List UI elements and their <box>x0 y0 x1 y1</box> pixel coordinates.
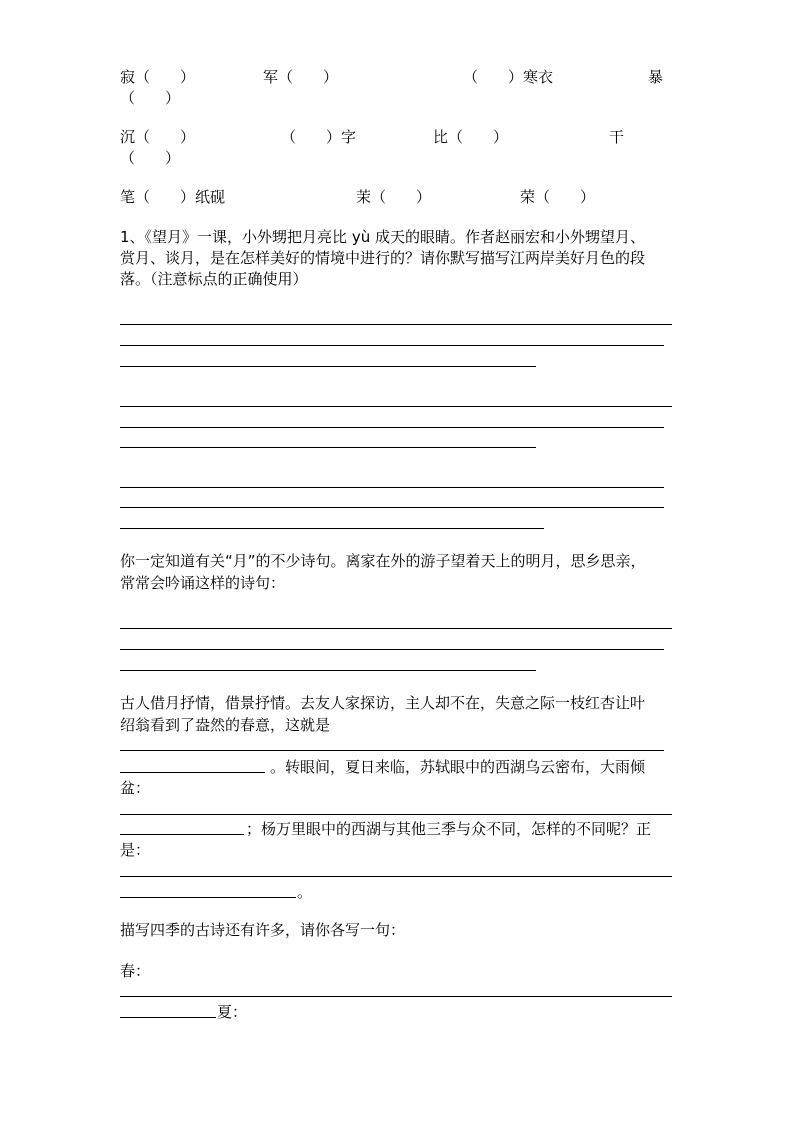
q3-text-line1: 古人借月抒情，借景抒情。去友人家探访，主人却不在，失意之际一枝红杏让叶 <box>120 694 646 712</box>
answer-line[interactable] <box>120 814 672 815</box>
q4-spring-label: 春： <box>120 962 151 980</box>
char-item-gan: 干 <box>609 128 625 146</box>
answer-line[interactable] <box>120 324 672 325</box>
q3-text-line6: 是： <box>120 841 151 859</box>
answer-line[interactable] <box>120 366 536 367</box>
char-item-jun: 军（ ） <box>263 68 339 86</box>
char-item-zi: （ ）字 <box>281 128 357 146</box>
char-item-ji: 寂（ ） <box>120 68 196 86</box>
q1-text-line2: 赏月、谈月，是在怎样美好的情境中进行的？请你默写描写江两岸美好月色的段 <box>120 249 646 267</box>
answer-line[interactable] <box>120 649 664 650</box>
q1-text-line1: 1、《望月》一课，小外甥把月亮比 yù 成天的眼睛。作者赵丽宏和小外甥望月、 <box>120 228 645 246</box>
answer-line[interactable] <box>120 528 544 529</box>
q3-text-line2: 绍翁看到了盎然的春意，这就是 <box>120 716 331 734</box>
answer-line[interactable] <box>120 996 672 997</box>
answer-line[interactable] <box>120 897 296 898</box>
answer-line[interactable] <box>120 507 664 508</box>
answer-line[interactable] <box>120 345 664 346</box>
answer-line[interactable] <box>120 447 536 448</box>
q1-text-line3: 落。（注意标点的正确使用） <box>120 270 308 288</box>
answer-line[interactable] <box>120 750 664 751</box>
char-item-bi: 比（ ） <box>433 128 509 146</box>
char-item-bao-blank: （ ） <box>120 89 181 107</box>
char-item-gan-blank: （ ） <box>120 149 181 167</box>
q4-summer-label: 夏： <box>217 1003 248 1021</box>
char-item-hanyi: （ ）寒衣 <box>463 68 554 86</box>
answer-line[interactable] <box>120 670 536 671</box>
answer-line[interactable] <box>120 427 664 428</box>
answer-line[interactable] <box>120 1017 216 1018</box>
q3-text-end: 。 <box>297 883 313 901</box>
answer-line[interactable] <box>120 876 672 877</box>
char-item-bao: 暴 <box>648 68 664 86</box>
char-item-zhiyan: 笔（ ）纸砚 <box>120 188 226 206</box>
char-item-chen: 沉（ ） <box>120 128 196 146</box>
q3-text-line4: 盆： <box>120 779 151 797</box>
answer-line[interactable] <box>120 628 672 629</box>
q3-text-line5: ；杨万里眼中的西湖与其他三季与众不同，怎样的不同呢？正 <box>246 820 652 838</box>
q3-text-line3: 。转眼间，夏日来临，苏轼眼中的西湖乌云密布，大雨倾 <box>270 758 646 776</box>
q2-text-line2: 常常会吟诵这样的诗句： <box>120 574 286 592</box>
answer-line[interactable] <box>120 772 265 773</box>
q4-intro: 描写四季的古诗还有许多，请你各写一句： <box>120 921 406 939</box>
char-item-mo: 茉（ ） <box>356 188 432 206</box>
answer-line[interactable] <box>120 834 244 835</box>
answer-line[interactable] <box>120 406 672 407</box>
answer-line[interactable] <box>120 487 664 488</box>
char-item-rong: 荣（ ） <box>520 188 596 206</box>
q2-text-line1: 你一定知道有关“月”的不少诗句。离家在外的游子望着天上的明月，思乡思亲， <box>120 552 646 570</box>
